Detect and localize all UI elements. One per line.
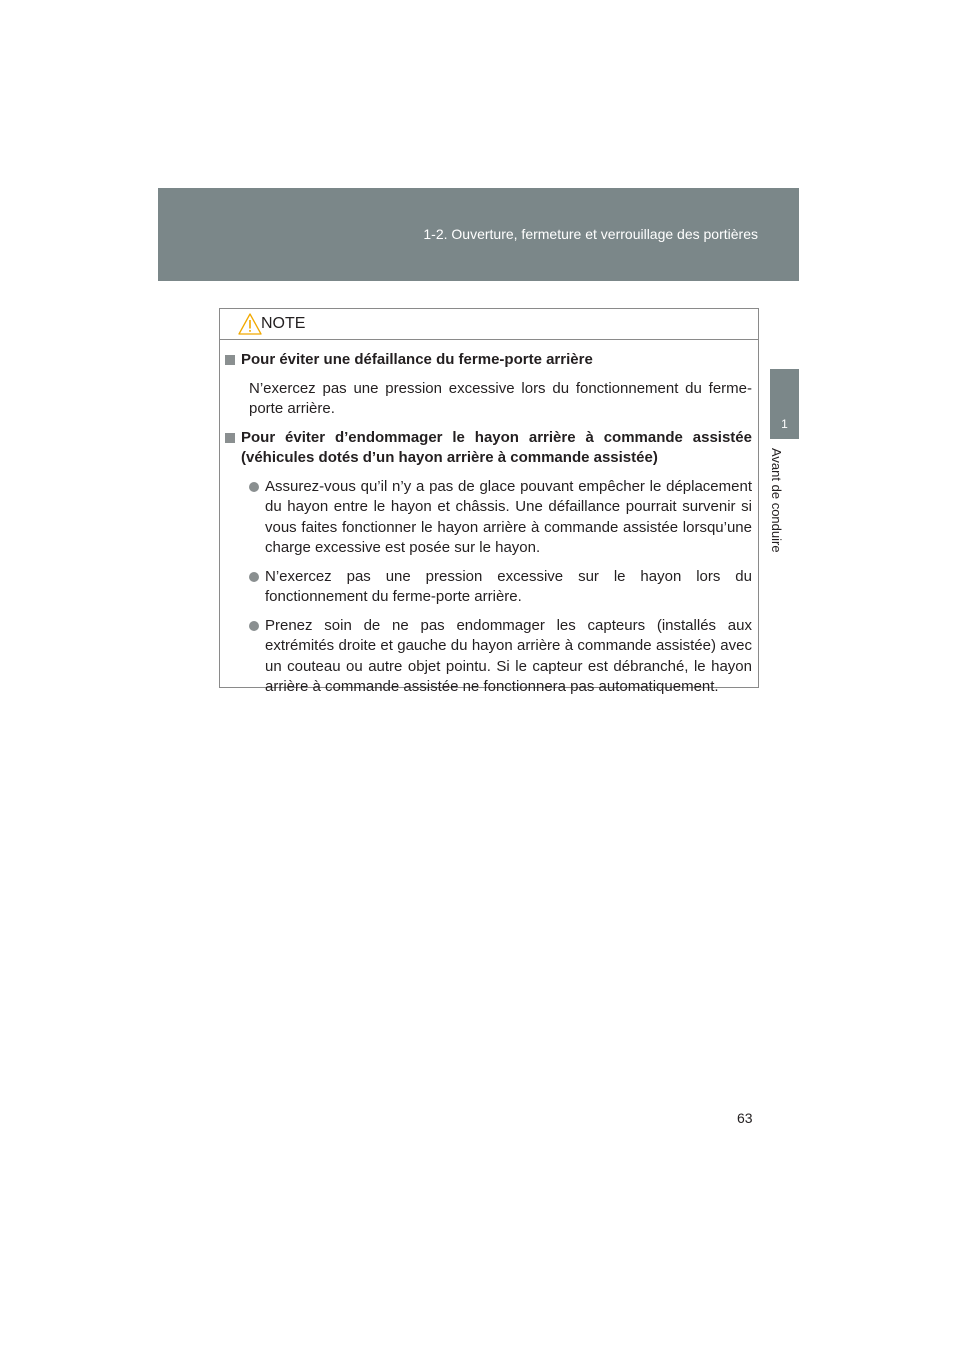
side-label [769, 448, 796, 568]
square-bullet-icon [225, 355, 235, 365]
section-heading-text: Pour éviter une défaillance du ferme-porte arrière [241, 351, 593, 368]
chapter-header-bar [158, 188, 799, 281]
note-label: NOTE [261, 315, 306, 332]
list-item-text: Assurez-vous qu’il n’y a pas de glace pouvant empêcher le déplacement du hayon entre le hayon et châssis. Une défaillance pourrait survenir si vous faites fonctionner le hayon arrière à commande assistée lorsqu’une charge excessive est posée sur le hayon. [265, 477, 752, 556]
list-item [249, 616, 752, 698]
note-body [220, 340, 758, 698]
side-label-text: Avant de conduire [769, 448, 784, 553]
list-item [249, 477, 752, 559]
list-item-text: N’exercez pas une pression excessive sur le hayon lors du fonctionnement du ferme-porte arrière. [265, 567, 752, 605]
note-box [219, 308, 759, 695]
section-heading [225, 428, 752, 469]
section-heading-text: Pour éviter d’endommager le hayon arrière à commande assistée (véhicules dotés d’un hayon arrière à commande assistée) [241, 428, 752, 466]
circle-bullet-icon [249, 482, 259, 492]
section-heading [225, 350, 752, 371]
list-item-text: Prenez soin de ne pas endommager les capteurs (installés aux extrémités droite et gauche du hayon arrière à commande assistée) avec un couteau ou autre objet pointu. Si le capteur est débranché, le hayon arrière à commande assistée ne fonctionnera pas automatiquement. [265, 616, 752, 695]
side-tab-number: 1 [781, 417, 788, 431]
page-number: 63 [737, 1110, 753, 1126]
section-paragraph: N’exercez pas une pression excessive lors du fonctionnement du ferme-porte arrière. [249, 379, 752, 417]
circle-bullet-icon [249, 572, 259, 582]
chapter-title: 1-2. Ouverture, fermeture et verrouillage des portières [423, 226, 758, 242]
side-tab [770, 369, 799, 439]
square-bullet-icon [225, 433, 235, 443]
circle-bullet-icon [249, 621, 259, 631]
warning-triangle-icon [238, 313, 262, 335]
note-header [220, 309, 758, 340]
list-item [249, 567, 752, 608]
